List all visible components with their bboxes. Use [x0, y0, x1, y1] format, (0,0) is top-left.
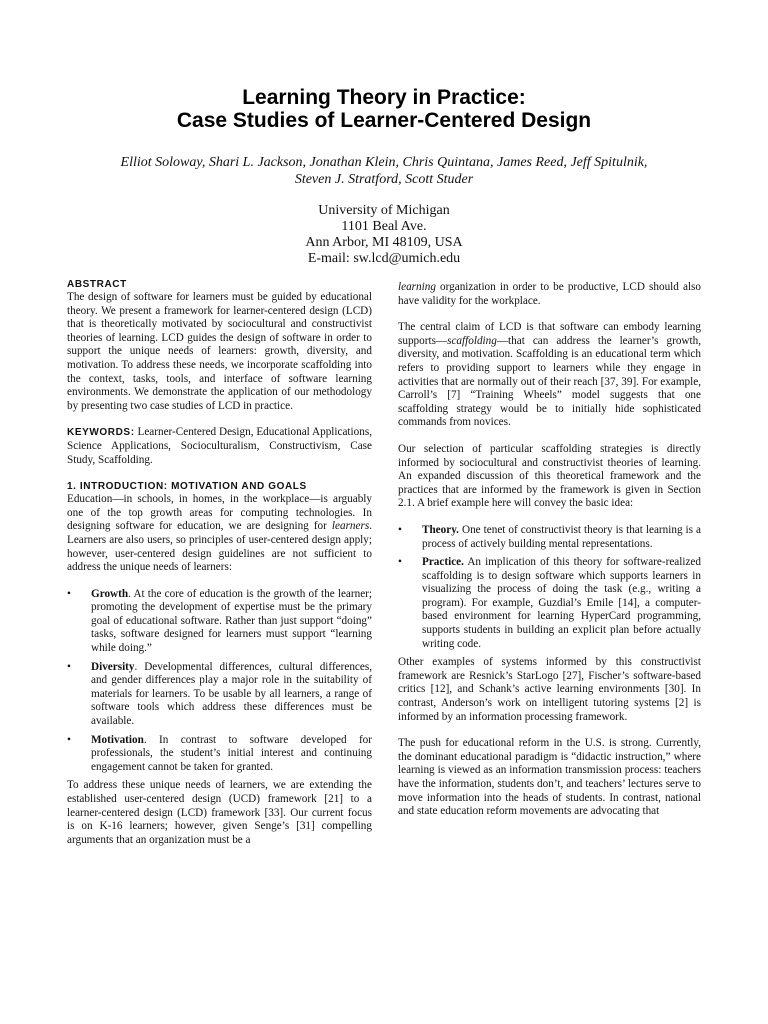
- right-paragraph-3: Our selection of particular scaffolding strategies is directly informed by sociocultural and constructivist theories of learning. An expanded discussion of this theoretical framework and the practices that are informed by the framework is given in Section 2.1. A brief example here will convey the basic idea:: [398, 442, 701, 510]
- bullet-text: An implication of this theory for software-realized scaffolding is to design software which supports learners in visualizing the process of doing the task (e.g., writing a program). For example, Guzdial’s Emile [14], a computer-based environment for learning HyperCard programming, supports students in building an explicit plan before actually writing code.: [422, 556, 701, 650]
- abstract-text: The design of software for learners must be guided by educational theory. We present a framework for learner-centered design (LCD) that is theoretically motivated by sociocultural and constructivist theories of learning. LCD guides the design of software in order to support the unique needs of learners: growth, diversity, and motivation. To address these needs, we incorporate scaffolding into the context, tasks, tools, and interface of software learning environments. We demonstrate the application of our methodology by presenting two case studies of LCD in practice.: [67, 291, 372, 412]
- learner-needs-list: [67, 588, 372, 775]
- intro-heading: 1. INTRODUCTION: MOTIVATION AND GOALS: [67, 481, 307, 493]
- intro-text-a: Education—in schools, in homes, in the workplace—is arguably one of the top growth areas for computing technologies. In designing software for education, we are designing for: [67, 493, 372, 533]
- intro-emphasis-learners: learners: [331, 520, 370, 533]
- bullet-text: . Developmental differences, cultural differences, and gender differences play a major role in the suitability of materials for learners. To be usable by all learners, a range of software tools which address these differences must be available.: [91, 660, 372, 728]
- bullet-glyph: •: [67, 587, 71, 600]
- right-column: [398, 281, 701, 819]
- theory-practice-list: [398, 524, 701, 651]
- keywords-paragraph: [67, 426, 372, 467]
- list-item: [67, 661, 372, 729]
- bullet-term: Motivation: [91, 733, 144, 746]
- right-paragraph-1: [398, 281, 701, 308]
- right-paragraph-2-a: The central claim of LCD is that software can embody learning supports—: [398, 321, 701, 347]
- author-list: [60, 154, 708, 188]
- bullet-glyph: •: [398, 523, 402, 536]
- right-paragraph-4: Other examples of systems informed by this constructivist framework are Resnick’s StarLogo [27], Fischer’s software-based critics [12], and Schank’s active learning environments [30]. In contrast, Anderson’s work on intelligent tutoring systems [2] is informed by an information processing framework.: [398, 656, 701, 723]
- bullet-glyph: •: [67, 733, 71, 746]
- intro-paragraph: [67, 493, 372, 575]
- list-item: [398, 524, 701, 551]
- emphasis-scaffolding: scaffolding: [447, 334, 497, 347]
- bullet-term: Growth: [91, 587, 129, 600]
- list-item: [398, 556, 701, 651]
- list-item: [67, 588, 372, 656]
- abstract-heading: ABSTRACT: [67, 279, 127, 290]
- bullet-glyph: •: [67, 660, 71, 673]
- right-paragraph-2-b: —that can address the learner’s growth, diversity, and motivation. Scaffolding is an educational term which refers to providing support to learners while they engage in activities that are normally out of their reach [37, 39]. For example, Carroll’s [7] “Training Wheels” model suggests that one scaffolding strategy would be to initially hide sophisticated commands from novices.: [398, 334, 701, 429]
- right-paragraph-2: [398, 321, 701, 430]
- paper-title: [0, 86, 768, 132]
- title-line-2: Case Studies of Learner-Centered Design: [176, 109, 592, 132]
- bullet-text: One tenet of constructivist theory is that learning is a process of actively building mental representations.: [422, 523, 701, 550]
- affiliation-city: Ann Arbor, MI 48109, USA: [305, 235, 463, 250]
- affiliation-street: 1101 Beal Ave.: [341, 219, 427, 234]
- authors-line-1: Elliot Soloway, Shari L. Jackson, Jonathan Klein, Chris Quintana, James Reed, Jeff Spitulnik,: [120, 155, 648, 170]
- keywords-text: Learner-Centered Design, Educational Applications, Science Applications, Socioculturalism, Constructivism, Case Study, Scaffolding.: [67, 426, 372, 466]
- bullet-term: Theory.: [422, 523, 459, 536]
- bullet-text: . At the core of education is the growth of the learner; promoting the development of expertise must be the primary goal of educational software. Rather than just support “doing” tasks, software designed for learners must support “learning while doing.”: [91, 587, 372, 655]
- closing-paragraph: To address these unique needs of learners, we are extending the established user-centered design (UCD) framework [21] to a learner-centered design (LCD) framework [33]. Our current focus is on K-16 learners; however, given Senge’s [31] compelling arguments that an organization must be a: [67, 779, 372, 846]
- affiliation-block: [0, 203, 768, 267]
- bullet-term: Practice.: [422, 556, 464, 569]
- bullet-text: . In contrast to software developed for professionals, the student’s initial interest and continuing engagement cannot be taken for granted.: [91, 733, 372, 773]
- affiliation-email: E-mail: sw.lcd@umich.edu: [307, 251, 461, 266]
- left-column: [67, 278, 372, 847]
- title-line-1: Learning Theory in Practice:: [242, 86, 526, 109]
- affiliation-institution: University of Michigan: [318, 203, 450, 218]
- right-paragraph-5: The push for educational reform in the U.S. is strong. Currently, the dominant educational paradigm is “didactic instruction,” where learning is viewed as an information transmission process: teachers have the information, students don’t, and teachers’ lectures serve to move information into the heads of students. In contrast, national and state education reform movements are advocating that: [398, 737, 701, 818]
- emphasis-learning: learning: [398, 281, 436, 293]
- keywords-heading: KEYWORDS:: [67, 427, 135, 439]
- bullet-term: Diversity: [91, 660, 135, 673]
- authors-line-2: Steven J. Stratford, Scott Studer: [294, 172, 474, 187]
- intro-text-b: . Learners are also users, so principles of user-centered design apply; however, user-centered design guidelines are not sufficient to address the unique needs of learners:: [67, 520, 372, 574]
- bullet-glyph: •: [398, 556, 402, 569]
- list-item: [67, 734, 372, 775]
- right-paragraph-1-text: organization in order to be productive, LCD should also have validity for the workplace.: [398, 281, 701, 307]
